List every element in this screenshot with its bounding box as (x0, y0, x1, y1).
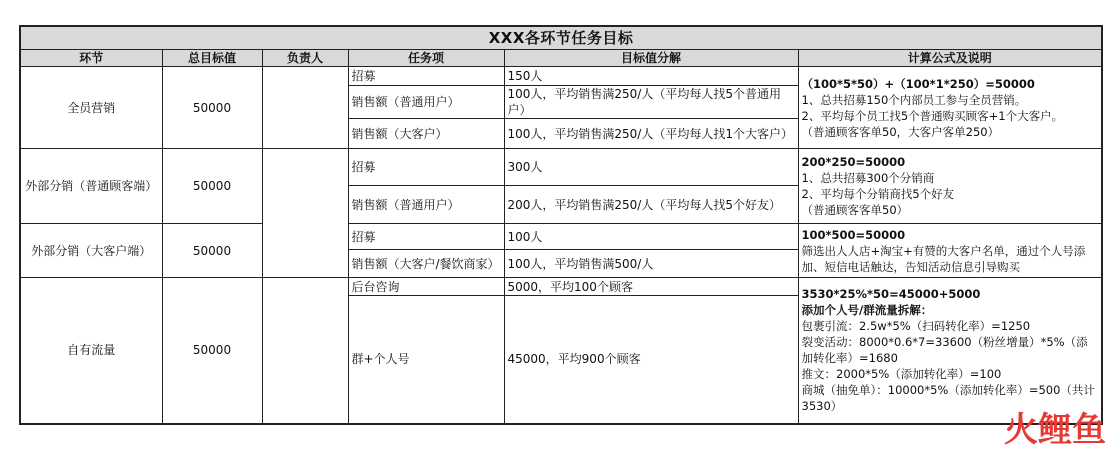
watermark-logo (1004, 410, 1106, 450)
target-cell: 50000 (162, 149, 262, 224)
target-cell: 50000 (162, 278, 262, 424)
breakdown-cell: 5000，平均100个顾客 (504, 278, 798, 296)
watermark-char: 火 (1004, 410, 1038, 450)
header-stage: 环节 (20, 50, 162, 67)
header-task: 任务项 (348, 50, 504, 67)
header-breakdown: 目标值分解 (504, 50, 798, 67)
header-formula: 计算公式及说明 (798, 50, 1102, 67)
table-row (20, 67, 1102, 86)
table-title: XXX各环节任务目标 (20, 26, 1102, 50)
formula-line: 推文：2000*5%（添加转化率）=100 (801, 367, 1002, 382)
formula-line: 筛选出人人店+淘宝+有赞的大客户名单，通过个人号添加、短信电话触达，告知活动信息引导购买 (801, 243, 1086, 274)
header-owner: 负责人 (262, 50, 348, 67)
formula-line: （普通顾客客单50） (801, 203, 909, 217)
task-cell: 销售额（大客户/餐饮商家） (348, 250, 504, 278)
breakdown-cell: 200人，平均销售满250/人（平均每人找5个好友） (504, 186, 798, 224)
table-row (20, 149, 1102, 186)
formula-line: 2、平均每个员工找5个普通购买顾客+1个大客户。 (801, 108, 1064, 123)
formula-cell (798, 224, 1102, 278)
formula-cell (798, 149, 1102, 224)
target-cell: 50000 (162, 224, 262, 278)
owner-cell (262, 67, 348, 149)
task-cell: 群+个人号 (348, 296, 504, 424)
stage-cell: 外部分销（普通顾客端） (20, 149, 162, 224)
watermark-char: 鲤 (1038, 410, 1072, 450)
target-cell: 50000 (162, 67, 262, 149)
task-cell: 招募 (348, 224, 504, 250)
formula-line: （普通顾客客单50，大客户客单250） (801, 124, 1000, 139)
task-cell: 招募 (348, 149, 504, 186)
stage-cell: 外部分销（大客户端） (20, 224, 162, 278)
task-cell: 招募 (348, 67, 504, 86)
formula-line: 200*250=50000 (801, 155, 906, 169)
watermark-char: 鱼 (1072, 410, 1106, 450)
table-row (20, 224, 1102, 250)
formula-line: 3530*25%*50=45000+5000 (801, 287, 981, 302)
breakdown-cell: 100人，平均销售满500/人 (504, 250, 798, 278)
breakdown-cell: 100人，平均销售满250/人（平均每人找5个普通用户） (504, 86, 798, 119)
table-row (20, 278, 1102, 296)
formula-line: 1、总共招募150个内部员工参与全员营销。 (801, 92, 1027, 107)
stage-cell: 自有流量 (20, 278, 162, 424)
header-total-target: 总目标值 (162, 50, 262, 67)
formula-line: 2、平均每个分销商找5个好友 (801, 187, 955, 201)
breakdown-cell: 100人 (504, 224, 798, 250)
formula-line: 裂变活动：8000*0.6*7=33600（粉丝增量）*5%（添加转化率）=1680 (801, 335, 1088, 366)
formula-line: 添加个人号/群流量拆解： (801, 303, 933, 318)
breakdown-cell: 45000，平均900个顾客 (504, 296, 798, 424)
task-goals-table (19, 25, 1103, 425)
header-row (20, 50, 1102, 67)
owner-cell (262, 278, 348, 424)
formula-line: 商城（抽免单）：10000*5%（添加转化率）=500（共计3530） (801, 383, 1095, 414)
task-cell: 销售额（大客户） (348, 119, 504, 149)
stage-cell: 全员营销 (20, 67, 162, 149)
owner-cell (262, 149, 348, 278)
formula-cell (798, 278, 1102, 424)
formula-line: 100*500=50000 (801, 227, 906, 242)
formula-line: （100*5*50）+（100*1*250）=50000 (801, 76, 1035, 91)
breakdown-cell: 100人，平均销售满250/人（平均每人找1个大客户） (504, 119, 798, 149)
formula-cell (798, 67, 1102, 149)
breakdown-cell: 150人 (504, 67, 798, 86)
breakdown-cell: 300人 (504, 149, 798, 186)
task-cell: 销售额（普通用户） (348, 86, 504, 119)
task-cell: 后台咨询 (348, 278, 504, 296)
formula-line: 1、总共招募300个分销商 (801, 171, 935, 185)
task-cell: 销售额（普通用户） (348, 186, 504, 224)
formula-line: 包裹引流：2.5w*5%（扫码转化率）=1250 (801, 319, 1031, 334)
